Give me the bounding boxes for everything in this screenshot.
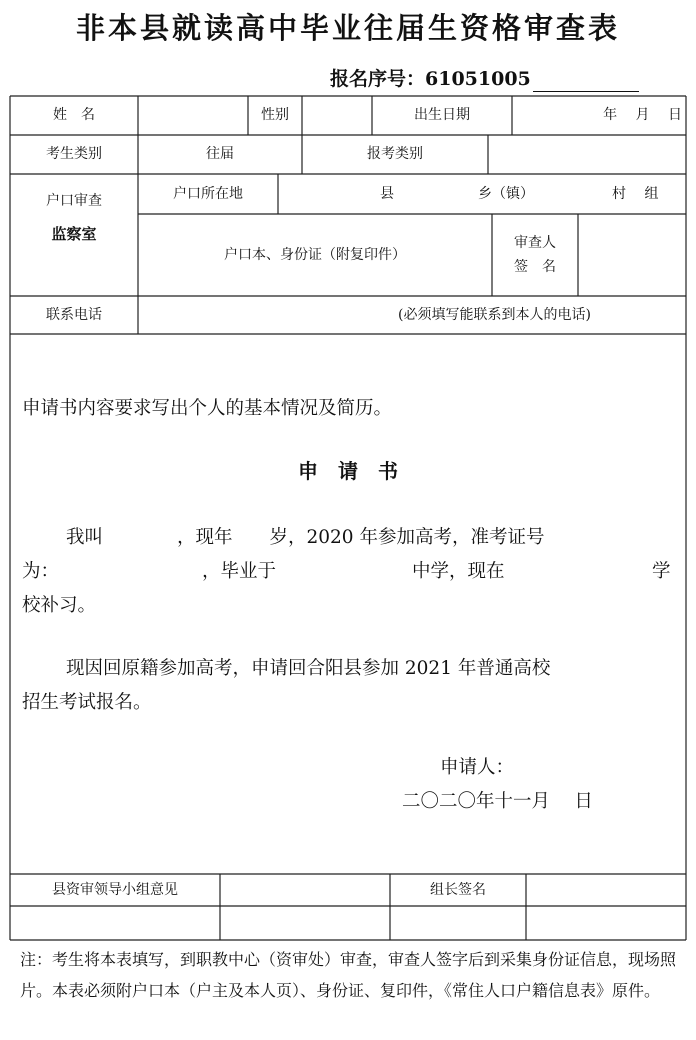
review-group-label: 县资审领导小组意见: [52, 882, 178, 898]
phone-note: (必须填写能联系到本人的电话): [398, 307, 591, 323]
category-label: 考生类别: [46, 146, 102, 162]
phone-field[interactable]: [139, 297, 399, 333]
footer-note: 注：考生将本表填写，到职教中心（资审处）审查，审查人签字后到采集身份证信息，现场照片。本表必须附户口本（户主及本人页）、身份证、复印件，《常住人口户籍信息表》原件。: [20, 950, 677, 1000]
leader-sign-label: 组长签名: [430, 882, 486, 898]
application-heading: 申 请 书: [298, 459, 398, 483]
serial-number: [330, 66, 639, 92]
birth-date-field[interactable]: 年 月 日: [603, 107, 682, 123]
hukou-location-label: 户口所在地: [173, 186, 243, 202]
form-title: 非本县就读高中毕业往届生资格审查表: [75, 11, 620, 45]
leader-signature-field[interactable]: [527, 875, 685, 905]
application-date: 二〇二〇年十一月 日: [402, 791, 593, 812]
application-paragraph-1-line-3: 校补习。: [22, 595, 97, 616]
application-paragraph-1-line-1: 我叫 ，现年 岁，2020 年参加高考，准考证号: [66, 527, 545, 548]
hukou-review-label: 户口审查: [46, 193, 102, 209]
application-p1-line2-c: 中学，现在: [412, 561, 505, 582]
county-label: 县: [380, 186, 394, 202]
application-instruction: 申请书内容要求写出个人的基本情况及简历。: [22, 398, 393, 419]
application-p1-line2-b: ，毕业于: [202, 561, 277, 582]
application-paragraph-2-line-1: 现因回原籍参加高考，申请回合阳县参加 2021 年普通高校: [66, 658, 551, 679]
exam-type-label: 报考类别: [367, 146, 423, 162]
gender-label: 性别: [261, 107, 289, 123]
applicant-label: 申请人：: [440, 757, 515, 778]
application-p1-line2-a: 为：: [22, 561, 60, 582]
exam-type-field[interactable]: [489, 136, 685, 173]
township-label: 乡（镇）: [478, 186, 534, 202]
name-label: 姓 名: [53, 107, 95, 123]
phone-label: 联系电话: [46, 307, 102, 323]
documents-label: 户口本、身份证（附复印件）: [224, 247, 406, 263]
application-paragraph-2-line-2: 招生考试报名。: [22, 692, 152, 713]
reviewer-signature-field[interactable]: [579, 215, 685, 295]
hukou-review-office: 监察室: [51, 225, 97, 243]
name-field[interactable]: [139, 97, 247, 134]
reviewer-label-line1: 审查人: [514, 235, 556, 251]
review-group-opinion-field[interactable]: [221, 875, 389, 905]
serial-blank-line[interactable]: [533, 69, 639, 92]
gender-field[interactable]: [303, 97, 371, 134]
birth-label: 出生日期: [414, 107, 470, 123]
category-value[interactable]: 往届: [206, 146, 234, 162]
application-p1-line2-d: 学: [652, 561, 671, 582]
serial-label: 报名序号：: [330, 68, 426, 90]
village-label: 村 组: [612, 186, 659, 202]
reviewer-label-line2: 签 名: [514, 259, 556, 275]
serial-value: 61051005: [425, 68, 531, 90]
